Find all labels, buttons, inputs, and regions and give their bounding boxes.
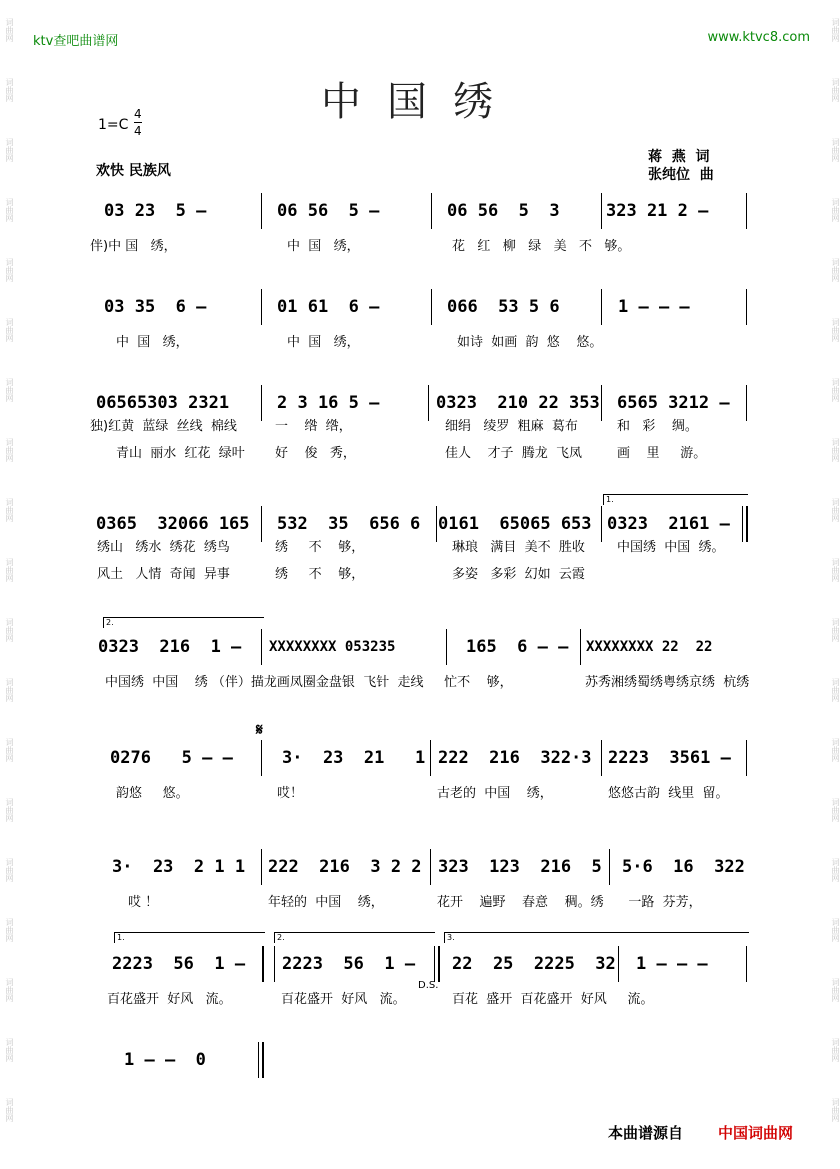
measure: 0323 2161 – [607,514,730,534]
watermark-text: 词曲网 [831,198,840,222]
lyric: 苏秀湘绣蜀绣粤绣京绣 杭绣 [585,675,750,690]
lyric: 独)红黄 蓝绿 丝线 棉线 [90,419,237,434]
barline [261,385,262,421]
barline [609,849,610,885]
barline [746,385,747,421]
watermark-text: 词曲网 [5,258,14,282]
lyric: 中国绣 中国 绣 （伴）描龙画凤圈金盘银 飞针 走线 忙不 够， [105,675,513,690]
lyric: 哎 ！ [128,895,159,910]
lyric: 画 里 游。 [617,446,707,461]
lyric: 年轻的 中国 绣， [268,895,384,910]
barline [601,385,602,421]
watermark-text: 词曲网 [5,198,14,222]
measure: 06565303 2321 [96,393,230,413]
measure: 1 – – 0 [124,1050,206,1070]
watermark-text: 词曲网 [5,318,14,342]
measure: XXXXXXXX 22 22 [586,639,713,655]
lyric: 花开 遍野 春意 稠。绣 一路 芬芳， [437,895,702,910]
measure: 6565 3212 – [617,393,730,413]
lyric: 青山 丽水 红花 绿叶 [116,446,245,461]
measure: 03 35 6 – [104,297,207,317]
barline [742,506,743,542]
staff-row-1 [0,199,840,254]
watermark-text: 词曲网 [831,18,840,42]
watermark-text: 词曲网 [5,678,14,702]
watermark-text: 词曲网 [831,78,840,102]
measure: 323 123 216 5 [438,857,602,877]
lyric: 中 国 绣， [116,335,189,350]
watermark-text: 词曲网 [5,558,14,582]
credits [648,148,714,184]
time-numerator: 4 [134,107,142,121]
key-signature: 1=C [98,117,129,133]
watermark-text: 词曲网 [5,78,14,102]
barline [580,629,581,665]
tempo-marking: 欢快 民族风 [96,163,171,179]
composer-credit: 张纯位 曲 [648,167,714,183]
watermark-text: 词曲网 [5,378,14,402]
measure: 3· 23 2 1 1 [112,857,246,877]
watermark-text: 词曲网 [5,498,14,522]
measure: 5·6 16 322 [622,857,745,877]
lyric: 百花 盛开 百花盛开 好风 流。 [452,992,654,1007]
measure: 2223 56 1 – [282,954,416,974]
barline [601,289,602,325]
lyric: 佳人 才子 腾龙 飞凤 [445,446,583,461]
measure: 323 21 2 – [606,201,709,221]
lyric: 绣山 绣水 绣花 绣鸟 [97,540,230,555]
watermark-text: 词曲网 [5,138,14,162]
barline [601,506,602,542]
barline [258,1042,259,1078]
barline [746,193,747,229]
measure: 222 216 322·3 [438,748,592,768]
lyric: 花 红 柳 绿 美 不 够。 [452,239,631,254]
measure: 06 56 5 – [277,201,380,221]
watermark-text: 词曲网 [831,1038,840,1062]
staff-row-6 [0,720,840,801]
measure: 066 53 5 6 [447,297,560,317]
source-label: 本曲谱源自 [608,1124,684,1142]
barline [261,506,262,542]
left-watermark-strip [0,0,14,1169]
watermark-text: 词曲网 [831,438,840,462]
barline [261,629,262,665]
watermark-text: 词曲网 [5,738,14,762]
lyric: 伴)中 国 绣， [90,239,177,254]
lyric: 绣 不 够， [275,540,365,555]
barline [446,629,447,665]
staff-row-8 [0,933,840,1007]
time-denominator: 4 [134,124,142,138]
lyric: 哎！ [277,786,304,801]
watermark-text: 词曲网 [5,978,14,1002]
time-signature [134,106,142,139]
final-barline [262,1042,264,1078]
watermark-text: 词曲网 [5,438,14,462]
staff-row-7 [0,855,840,910]
barline [436,506,437,542]
barline [431,289,432,325]
measure: 165 6 – – [466,637,569,657]
lyric: 悠悠古韵 线里 留。 [608,786,729,801]
song-title: 中国绣 [321,79,519,125]
measure: 01 61 6 – [277,297,380,317]
watermark-text: 词曲网 [5,918,14,942]
barline [746,740,747,776]
barline [261,289,262,325]
barline [746,289,747,325]
watermark-text: 词曲网 [831,258,840,282]
lyricist-credit: 蒋 燕 词 [648,149,710,165]
watermark-text: 词曲网 [831,618,840,642]
lyric: 古老的 中国 绣， [437,786,553,801]
site-url-right[interactable]: www.ktvc8.com [707,30,810,45]
measure: 0323 216 1 – [98,637,242,657]
watermark-text: 词曲网 [831,918,840,942]
barline [261,740,262,776]
source-site-link[interactable]: 中国词曲网 [718,1124,794,1142]
lyric: 好 俊 秀， [275,446,356,461]
barline [601,740,602,776]
volta-bracket: 1. [603,494,748,505]
measure: 22 25 2225 32 [452,954,616,974]
lyric: 风土 人情 奇闻 异事 [97,567,230,582]
lyric: 中国绣 中国 绣。 [617,540,725,555]
barline [431,193,432,229]
measure: 0276 5 – – [110,748,233,768]
watermark-text: 词曲网 [5,1038,14,1062]
barline [430,740,431,776]
lyric: 一 绺 绺， [275,419,352,434]
staff-row-9 [0,1048,840,1088]
watermark-text: 词曲网 [831,858,840,882]
barline [430,849,431,885]
watermark-text: 词曲网 [5,858,14,882]
barline [428,385,429,421]
lyric: 如诗 如画 韵 悠 悠。 [457,335,603,350]
lyric: 琳琅 满目 美不 胜收 [452,540,585,555]
watermark-text: 词曲网 [5,798,14,822]
measure: 532 35 656 6 [277,514,421,534]
lyric: 和 彩 绸。 [617,419,698,434]
barline [601,193,602,229]
watermark-text: 词曲网 [831,318,840,342]
measure: 3· 23 21 1 [282,748,426,768]
watermark-text: 词曲网 [5,618,14,642]
volta-bracket: 2. [103,617,264,628]
lyric: 中 国 绣， [287,335,360,350]
lyric: 多姿 多彩 幻如 云霞 [452,567,585,582]
measure: 03 23 5 – [104,201,207,221]
watermark-text: 词曲网 [831,378,840,402]
watermark-text: 词曲网 [831,1098,840,1122]
repeat-end-barline [746,506,748,542]
watermark-text: 词曲网 [831,498,840,522]
barline [261,193,262,229]
volta-bracket: 1. [114,932,265,943]
watermark-text: 词曲网 [831,558,840,582]
measure: XXXXXXXX 053235 [269,639,396,655]
measure: 0323 210 22 353 [436,393,600,413]
lyric: 百花盛开 好风 流。 [107,992,232,1007]
barline [261,849,262,885]
double-barline [438,946,440,982]
segno-sign: 𝄋 [256,720,263,739]
volta-bracket: 2. [274,932,435,943]
barline [434,946,435,982]
lyric: 韵悠 悠。 [116,786,189,801]
ds-marking: D.S. [418,980,439,991]
barline [618,946,619,982]
watermark-text: 词曲网 [831,678,840,702]
watermark-text: 词曲网 [831,798,840,822]
repeat-end-barline [262,946,264,982]
site-name-left[interactable]: ktv查吧曲谱网 [33,34,119,49]
right-watermark-strip [826,0,840,1169]
barline [274,946,275,982]
watermark-text: 词曲网 [831,738,840,762]
lyric: 绣 不 够， [275,567,365,582]
measure: 1 – – – [618,297,690,317]
watermark-text: 词曲网 [831,138,840,162]
measure: 06 56 5 3 [447,201,560,221]
watermark-text: 词曲网 [5,1098,14,1122]
lyric: 中 国 绣， [287,239,360,254]
measure: 0161 65065 653 [438,514,592,534]
watermark-text: 词曲网 [831,978,840,1002]
barline [746,946,747,982]
measure: 2223 56 1 – [112,954,246,974]
measure: 222 216 3 2 2 [268,857,422,877]
measure: 2 3 16 5 – [277,393,380,413]
lyric: 细绢 绫罗 粗麻 葛布 [445,419,578,434]
measure: 0365 32066 165 [96,514,250,534]
lyric: 百花盛开 好风 流。 [281,992,406,1007]
staff-row-2 [0,295,840,350]
measure: 2223 3561 – [608,748,731,768]
watermark-text: 词曲网 [5,18,14,42]
volta-bracket: 3. [444,932,749,943]
measure: 1 – – – [636,954,708,974]
